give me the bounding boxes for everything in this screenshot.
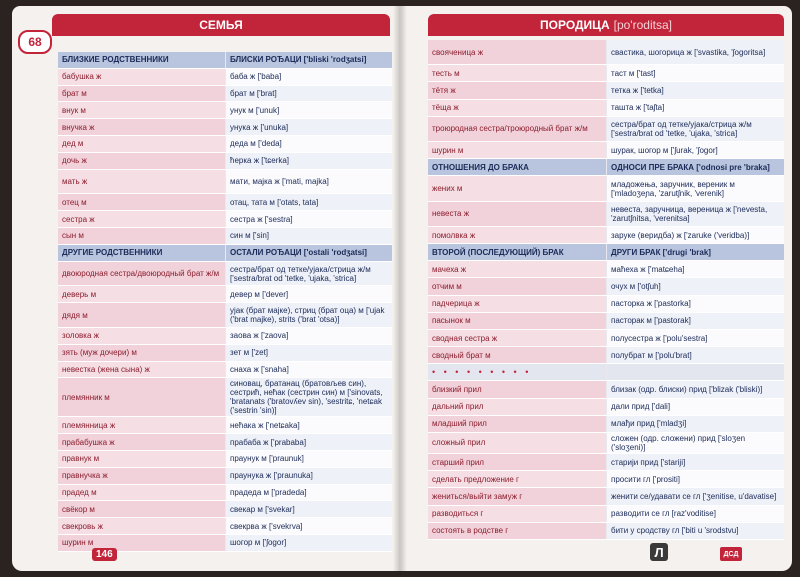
section-heading-row	[58, 245, 392, 262]
vocab-row	[428, 117, 784, 142]
publisher-logo: Л	[650, 543, 668, 561]
serbian-translation: ОДНОСИ ПРЕ БРАКА ['odnosi pre 'braka]	[606, 159, 784, 175]
russian-term: старший прил	[428, 454, 606, 470]
serbian-translation: снаха ж ['snaha]	[225, 362, 392, 378]
section-heading-row	[58, 52, 392, 69]
russian-term: падчерица ж	[428, 296, 606, 312]
russian-term: младший прил	[428, 416, 606, 432]
vocab-row	[428, 202, 784, 227]
serbian-translation: ћерка ж ['tɕerka]	[225, 153, 392, 169]
right-page	[400, 6, 792, 571]
serbian-translation: сестра ж ['sestra]	[225, 211, 392, 227]
russian-term: прадед м	[58, 485, 225, 501]
vocab-row	[58, 345, 392, 362]
serbian-translation: дали прид ['dali]	[606, 399, 784, 415]
russian-term: сестра ж	[58, 211, 225, 227]
russian-term: правнучка ж	[58, 468, 225, 484]
russian-term: близкий прил	[428, 381, 606, 397]
vocab-row	[58, 119, 392, 136]
russian-term: тётя ж	[428, 82, 606, 98]
serbian-translation: зет м ['zet]	[225, 345, 392, 361]
russian-term: мать ж	[58, 170, 225, 194]
vocab-row	[58, 485, 392, 502]
serbian-translation: пасторак м ['pastorak]	[606, 313, 784, 329]
vocab-row	[428, 227, 784, 244]
serbian-translation: заова ж ['zaova]	[225, 328, 392, 344]
serbian-translation: таст м ['tast]	[606, 65, 784, 81]
serbian-translation: сложен (одр. сложени) прид ['sloʒen ('sloʒeni)]	[606, 433, 784, 453]
vocab-row	[58, 153, 392, 170]
russian-term: ДРУГИЕ РОДСТВЕННИКИ	[58, 245, 225, 261]
vocab-row	[428, 381, 784, 398]
vocab-row	[58, 86, 392, 103]
russian-term: разводиться г	[428, 506, 606, 522]
serbian-translation: женити се/удавати се гл ['ʒenitise, u'davatise]	[606, 488, 784, 504]
serbian-translation: разводити се гл [raz'voditise]	[606, 506, 784, 522]
vocab-row	[58, 434, 392, 451]
russian-term: сын м	[58, 228, 225, 244]
russian-term: племянник м	[58, 378, 225, 416]
serbian-translation: девер м ['dever]	[225, 286, 392, 302]
serbian-translation: маћеха ж ['matɕeha]	[606, 261, 784, 277]
vocab-row	[58, 194, 392, 211]
russian-term: ВТОРОЙ (ПОСЛЕДУЮЩИЙ) БРАК	[428, 244, 606, 260]
russian-term: жених м	[428, 176, 606, 200]
footer-page-number: 146	[92, 548, 117, 561]
russian-term: • • • • • • • • •	[428, 364, 606, 380]
vocab-row	[428, 364, 784, 381]
vocab-row	[428, 347, 784, 364]
left-page	[12, 6, 400, 571]
serbian-translation: шогор м ['ʃogor]	[225, 535, 392, 551]
russian-term: дальний прил	[428, 399, 606, 415]
russian-term: невеста ж	[428, 202, 606, 226]
russian-term: пасынок м	[428, 313, 606, 329]
serbian-translation: пасторка ж ['pastorka]	[606, 296, 784, 312]
russian-term: троюродная сестра/троюродный брат ж/м	[428, 117, 606, 141]
russian-term: внучка ж	[58, 119, 225, 135]
russian-term: состоять в родстве г	[428, 523, 606, 539]
russian-term: невестка (жена сына) ж	[58, 362, 225, 378]
vocab-row	[58, 518, 392, 535]
vocab-row	[428, 399, 784, 416]
right-header-phonetic: [po'roditsa]	[613, 18, 672, 32]
right-vocabulary-table	[428, 40, 784, 540]
serbian-translation: нећака ж ['netɕaka]	[225, 417, 392, 433]
russian-term: зять (муж дочери) м	[58, 345, 225, 361]
vocab-row	[428, 488, 784, 505]
russian-term: тесть м	[428, 65, 606, 81]
vocab-row	[428, 416, 784, 433]
vocab-row	[428, 454, 784, 471]
serbian-translation: невеста, заручница, вереница ж ['nevesta, 'zarutʃnitsa, 'verenitsa]	[606, 202, 784, 226]
serbian-translation: бити у сродству гл ['biti u 'srodstvu]	[606, 523, 784, 539]
vocab-row	[58, 170, 392, 195]
serbian-translation: близак (одр. блиски) прид ['blizak ('bliski)]	[606, 381, 784, 397]
russian-term: ОТНОШЕНИЯ ДО БРАКА	[428, 159, 606, 175]
serbian-translation: ОСТАЛИ РОЂАЦИ ['ostali 'rodʒatsi]	[225, 245, 392, 261]
russian-term: БЛИЗКИЕ РОДСТВЕННИКИ	[58, 52, 225, 68]
vocab-row	[428, 65, 784, 82]
vocab-row	[58, 102, 392, 119]
serbian-translation: ДРУГИ БРАК ['drugi 'brak]	[606, 244, 784, 260]
russian-term: деверь м	[58, 286, 225, 302]
vocab-row	[428, 523, 784, 540]
vocab-row	[58, 362, 392, 379]
vocab-row	[428, 330, 784, 347]
vocab-row	[58, 303, 392, 328]
russian-term: свёкор м	[58, 501, 225, 517]
vocab-row	[428, 176, 784, 201]
serbian-translation: прадеда м ['pradeda]	[225, 485, 392, 501]
right-page-header	[428, 14, 784, 36]
serbian-translation: полубрат м ['polu'brat]	[606, 347, 784, 363]
russian-term: свекровь ж	[58, 518, 225, 534]
russian-term: сводная сестра ж	[428, 330, 606, 346]
vocab-row	[58, 262, 392, 287]
section-heading-row	[428, 244, 784, 261]
russian-term: дед м	[58, 136, 225, 152]
vocab-row	[428, 471, 784, 488]
vocab-row	[58, 451, 392, 468]
serbian-translation: старији прид ['stariji]	[606, 454, 784, 470]
russian-term: брат м	[58, 86, 225, 102]
vocab-row	[428, 313, 784, 330]
russian-term: мачеха ж	[428, 261, 606, 277]
vocab-row	[58, 286, 392, 303]
vocab-row	[428, 142, 784, 159]
vocab-row	[428, 100, 784, 117]
vocab-row	[428, 433, 784, 454]
vocab-row	[58, 378, 392, 417]
russian-term: сводный брат м	[428, 347, 606, 363]
serbian-translation: син м ['sin]	[225, 228, 392, 244]
vocab-row	[428, 82, 784, 99]
serbian-translation: мати, мајка ж ['mati, majka]	[225, 170, 392, 194]
serbian-translation: баба ж ['baba]	[225, 69, 392, 85]
russian-term: правнук м	[58, 451, 225, 467]
right-header-title: ПОРОДИЦА	[540, 18, 610, 32]
serbian-translation: полусестра ж ['polu'sestra]	[606, 330, 784, 346]
serbian-translation	[606, 364, 784, 380]
russian-term: сделать предложение г	[428, 471, 606, 487]
russian-term: тёща ж	[428, 100, 606, 116]
serbian-translation: деда м ['deda]	[225, 136, 392, 152]
serbian-translation: брат м ['brat]	[225, 86, 392, 102]
vocab-row	[428, 506, 784, 523]
series-logo: ДСД	[720, 547, 742, 561]
vocab-row	[428, 296, 784, 313]
russian-term: племянница ж	[58, 417, 225, 433]
russian-term: помолвка ж	[428, 227, 606, 243]
serbian-translation: сестра/брат од тетке/ујака/стрица ж/м ['sestra/brat od 'tetke, 'ujaka, 'strica]	[225, 262, 392, 286]
section-heading-row	[428, 159, 784, 176]
russian-term: жениться/выйти замуж г	[428, 488, 606, 504]
serbian-translation: тетка ж ['tetka]	[606, 82, 784, 98]
serbian-translation: просити гл ['prositi]	[606, 471, 784, 487]
vocab-row	[58, 417, 392, 434]
russian-term: дочь ж	[58, 153, 225, 169]
vocab-row	[58, 328, 392, 345]
serbian-translation: отац, тата м ['otats, tata]	[225, 194, 392, 210]
vocab-row	[58, 468, 392, 485]
vocab-row	[428, 40, 784, 65]
serbian-translation: младожења, заручник, вереник м ['mladoʒeɲa, 'zarutʃnik, 'verenik]	[606, 176, 784, 200]
serbian-translation: унук м ['unuk]	[225, 102, 392, 118]
vocab-row	[58, 501, 392, 518]
serbian-translation: шурак, шогор м ['ʃurak, 'ʃogor]	[606, 142, 784, 158]
russian-term: шурин м	[58, 535, 225, 551]
serbian-translation: заруке (веридба) ж ['zaruke ('veridba)]	[606, 227, 784, 243]
russian-term: сложный прил	[428, 433, 606, 453]
serbian-translation: синовац, братанац (братовљев син), сестрић, нећак (сестрин син) м ['sinovats, 'bratanats ('bratovʎev sin), 'sestritɕ, 'netɕak ('sestrin 'sin)]	[225, 378, 392, 416]
serbian-translation: свастика, шогорица ж ['svastika, 'ʃogoritsa]	[606, 40, 784, 64]
russian-term: свояченица ж	[428, 40, 606, 64]
vocab-row	[428, 261, 784, 278]
left-vocabulary-table	[58, 52, 392, 552]
russian-term: бабушка ж	[58, 69, 225, 85]
book-gutter	[393, 6, 407, 571]
serbian-translation: ташта ж ['taʃta]	[606, 100, 784, 116]
russian-term: шурин м	[428, 142, 606, 158]
page-badge: 68	[18, 30, 52, 54]
serbian-translation: ујак (брат мајке), стриц (брат оца) м ['ujak ('brat majke), strits ('brat 'otsa)]	[225, 303, 392, 327]
serbian-translation: очух м ['otʃuh]	[606, 278, 784, 294]
vocab-row	[58, 136, 392, 153]
serbian-translation: унука ж ['unuka]	[225, 119, 392, 135]
russian-term: внук м	[58, 102, 225, 118]
russian-term: золовка ж	[58, 328, 225, 344]
russian-term: двоюродная сестра/двоюродный брат ж/м	[58, 262, 225, 286]
vocab-row	[58, 228, 392, 245]
russian-term: дядя м	[58, 303, 225, 327]
serbian-translation: прабаба ж ['prababa]	[225, 434, 392, 450]
serbian-translation: сестра/брат од тетке/ујака/стрица ж/м ['sestra/brat od 'tetke, 'ujaka, 'strica]	[606, 117, 784, 141]
russian-term: отец м	[58, 194, 225, 210]
serbian-translation: свекрва ж ['svekrva]	[225, 518, 392, 534]
serbian-translation: праунук м ['praunuk]	[225, 451, 392, 467]
serbian-translation: БЛИСКИ РОЂАЦИ ['bliski 'rodʒatsi]	[225, 52, 392, 68]
vocab-row	[58, 69, 392, 86]
left-page-header	[52, 14, 390, 36]
serbian-translation: млађи прид ['mladʒi]	[606, 416, 784, 432]
serbian-translation: праунука ж ['praunuka]	[225, 468, 392, 484]
serbian-translation: свекар м ['svekar]	[225, 501, 392, 517]
left-header-title: СЕМЬЯ	[199, 18, 243, 32]
vocab-row	[428, 278, 784, 295]
vocab-row	[58, 211, 392, 228]
russian-term: прабабушка ж	[58, 434, 225, 450]
russian-term: отчим м	[428, 278, 606, 294]
